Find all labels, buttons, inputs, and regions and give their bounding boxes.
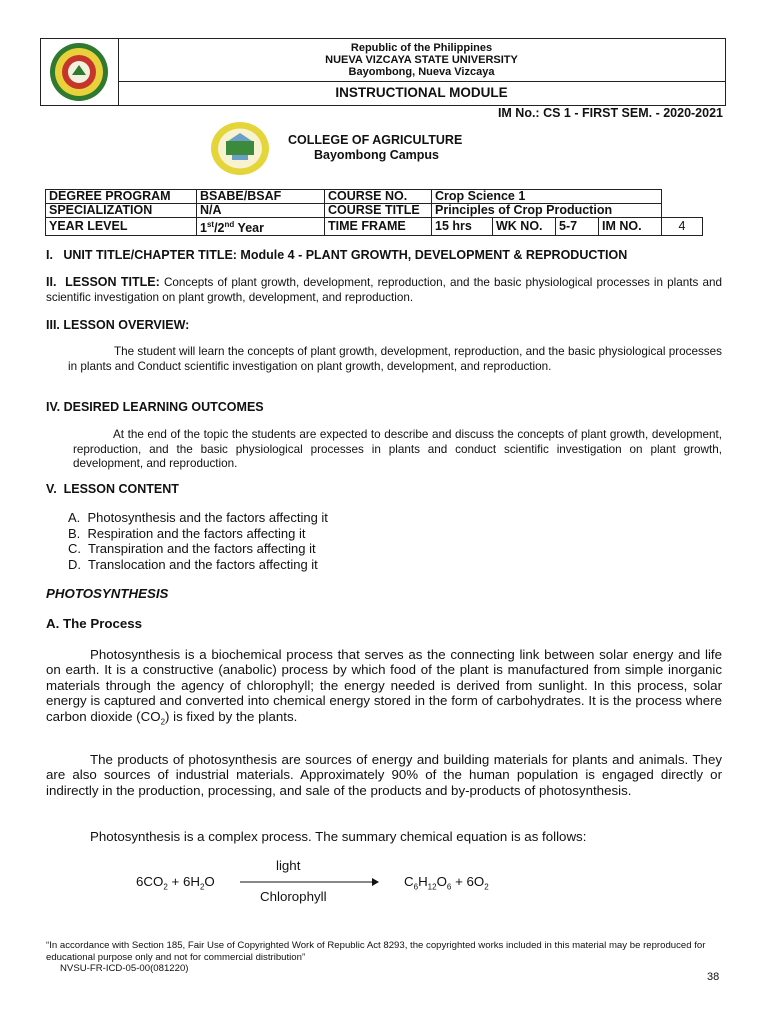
table-row: [46, 190, 703, 204]
equation-products: $C_6H_{12}O_6 + 6O_2$: [404, 874, 489, 892]
lesson-title-block: [46, 275, 722, 305]
process-subheading: A. The Process: [46, 616, 143, 631]
college-seal-icon: [210, 121, 270, 176]
course-no-value: Crop Science 1: [432, 190, 662, 204]
im-no-label: IM NO.: [599, 218, 662, 236]
lesson-title-label: II. LESSON TITLE:: [46, 275, 160, 289]
lesson-content-heading: V. LESSON CONTENT: [46, 482, 179, 496]
lesson-overview-text: The student will learn the concepts of plant growth, development, reproduction, and the basic physiological processes in plants and Conduct scientific investigation on plant growth, development, and reproduction.: [68, 345, 722, 373]
equation-reactants: $6CO_2 + 6H_2O$: [136, 874, 215, 892]
university-name-cell: [118, 39, 725, 82]
college-name: COLLEGE OF AGRICULTURE: [288, 133, 463, 147]
lesson-content-list: [68, 510, 328, 572]
footer-notice: [46, 940, 726, 975]
course-title-label: COURSE TITLE: [325, 204, 432, 218]
header-box: [40, 38, 726, 106]
course-title-value: Principles of Crop Production: [432, 204, 662, 218]
lesson-overview-heading: III. LESSON OVERVIEW:: [46, 318, 190, 332]
week-no-value: 5-7: [556, 218, 599, 236]
photosynthesis-paragraph-1: Photosynthesis is a biochemical process that serves as the connecting link between solar energy and life on earth. It is a constructive (anabolic) process by which food of the plant is manufactured from simple inorganic materials through the agency of chlorophyll; the energy needed is derived from sunlight. In this process, solar energy is captured and converted into chemical energy stored in the form of carbohydrates. It is the process where carbon dioxide $(CO_2)$ is fixed by the plants.: [46, 647, 722, 727]
specialization-value: N/A: [197, 204, 325, 218]
year-level-label: YEAR LEVEL: [46, 218, 197, 236]
copyright-notice: “In accordance with Section 185, Fair Use of Copyrighted Work of Republic Act 8293, the copyrighted works included in this material may be reproduced for educational purpose only and not for commercial distribution”: [46, 940, 706, 963]
college-campus: Bayombong Campus: [314, 148, 440, 162]
university-name: NUEVA VIZCAYA STATE UNIVERSITY: [325, 54, 518, 66]
equation-condition-chlorophyll: Chlorophyll: [260, 889, 327, 904]
degree-value: BSABE/BSAF: [197, 190, 325, 204]
equation-arrow-icon: [240, 877, 380, 887]
college-block: [288, 133, 462, 163]
university-address: Bayombong, Nueva Vizcaya: [348, 66, 495, 78]
photosynthesis-paragraph-3: Photosynthesis is a complex process. The summary chemical equation is as follows:: [90, 829, 587, 844]
im-no-value: 4: [662, 218, 703, 236]
specialization-label: SPECIALIZATION: [46, 204, 197, 218]
lesson-title-text: Concepts of plant growth, development, reproduction, and the basic physiological processes in plants and scientific investigation on plant growth, development, and reproduction.: [46, 276, 723, 304]
list-item: B. Respiration and the factors affecting it: [68, 525, 306, 541]
list-item: A. Photosynthesis and the factors affecting it: [68, 510, 328, 525]
year-level-value: 1st/2nd Year: [197, 218, 325, 236]
learning-outcomes-text: At the end of the topic the students are expected to describe and discuss the concepts of plant growth, development, reproduction, and the basic physiological processes in plants and conduct scientific investigation on plant growth, development, and reproduction.: [73, 428, 722, 470]
course-no-label: COURSE NO.: [325, 190, 432, 204]
list-item: D. Translocation and the factors affecting it: [68, 556, 318, 572]
form-code: NVSU-FR-ICD-05-00(081220): [60, 963, 189, 974]
equation-condition-light: light: [276, 858, 301, 873]
republic-line: Republic of the Philippines: [350, 42, 493, 54]
week-no-label: WK NO.: [493, 218, 556, 236]
list-item: C. Transpiration and the factors affecting it: [68, 541, 316, 556]
photosynthesis-heading: PHOTOSYNTHESIS: [46, 586, 169, 601]
table-row: [46, 218, 703, 236]
university-seal-icon: [41, 39, 118, 105]
time-frame-label: TIME FRAME: [325, 218, 432, 236]
university-logo-cell: [41, 39, 119, 105]
table-row: [46, 204, 703, 218]
unit-title: I. UNIT TITLE/CHAPTER TITLE: Module 4 - PLANT GROWTH, DEVELOPMENT & REPRODUCTION: [46, 248, 628, 262]
im-number: IM No.: CS 1 - FIRST SEM. - 2020-2021: [497, 106, 723, 120]
photosynthesis-paragraph-2: The products of photosynthesis are sources of energy and building materials for plants and animals. They are also sources of industrial materials. Approximately 90% of the human population is engaged directly or indirectly in the production, processing, and sale of the products and by-products of photosynthesis.: [46, 752, 722, 798]
module-title: INSTRUCTIONAL MODULE: [335, 85, 508, 100]
learning-outcomes-heading: IV. DESIRED LEARNING OUTCOMES: [46, 400, 264, 414]
time-frame-value: 15 hrs: [432, 218, 493, 236]
course-info-table: [45, 189, 703, 236]
page-number: 38: [707, 971, 720, 983]
degree-label: DEGREE PROGRAM: [46, 190, 197, 204]
